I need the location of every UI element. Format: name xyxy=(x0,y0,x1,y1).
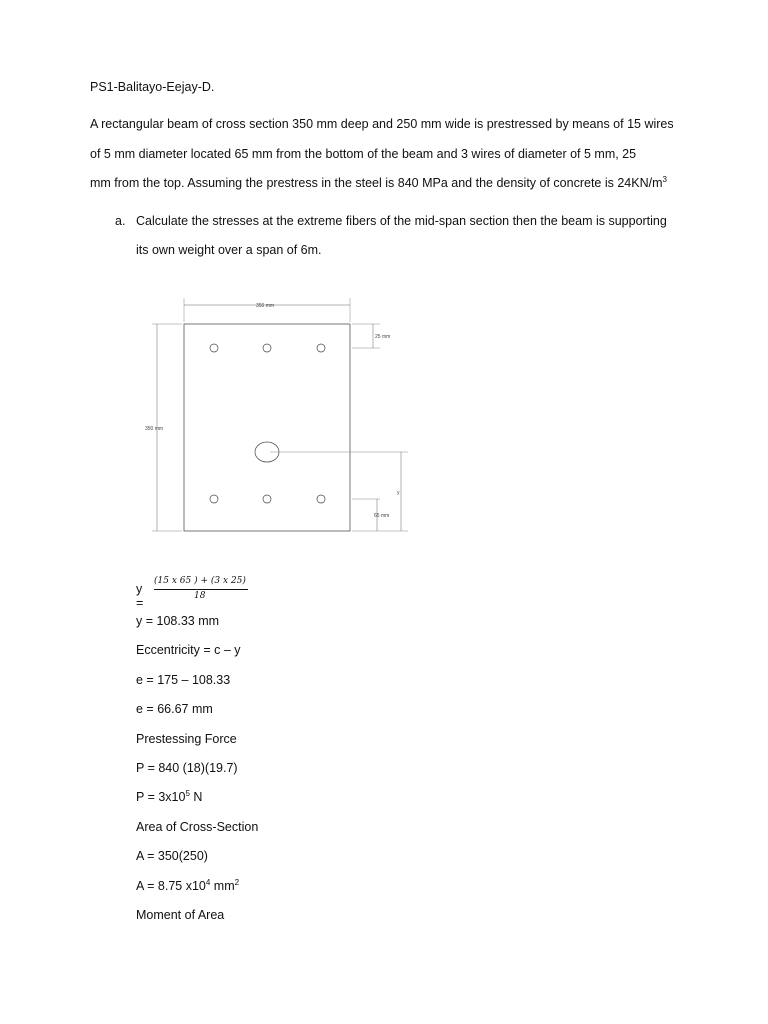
problem-line-1: A rectangular beam of cross section 350 mm deep and 250 mm wide is prestressed by means of 15 wires xyxy=(90,117,674,131)
eccentricity-title: Eccentricity = c – y xyxy=(136,643,241,657)
bottom-cover-label: 65 mm xyxy=(374,513,390,519)
area-result-base: A = 8.75 x10 xyxy=(136,879,206,893)
question-line-2: its own weight over a span of 6m. xyxy=(136,243,322,257)
force-result-unit: N xyxy=(189,790,203,804)
ybar-denominator: 18 xyxy=(194,591,206,601)
eccentricity-result: e = 66.67 mm xyxy=(136,702,213,716)
force-substitution: P = 840 (18)(19.7) xyxy=(136,761,238,775)
problem-line-3-text: mm from the top. Assuming the prestress in the steel is 840 MPa and the density of concrete is 24KN/m xyxy=(90,176,663,190)
eccentricity-substitution: e = 175 – 108.33 xyxy=(136,673,231,687)
area-result-unit: mm xyxy=(210,879,235,893)
beam-cross-section-diagram xyxy=(140,290,430,550)
force-result xyxy=(136,790,202,804)
force-result-exponent: 5 xyxy=(185,788,190,798)
area-result xyxy=(136,879,239,893)
area-substitution: A = 350(250) xyxy=(136,849,208,863)
ybar-result: y = 108.33 mm xyxy=(136,614,220,628)
ybar-lhs: y = xyxy=(136,582,144,610)
cubic-exponent: 3 xyxy=(662,174,667,184)
area-result-exponent: 4 xyxy=(205,877,211,887)
question-letter: a. xyxy=(115,214,126,228)
problem-line-3 xyxy=(90,176,667,190)
fraction-bar xyxy=(154,589,248,590)
document-header: PS1-Balitayo-Eejay-D. xyxy=(90,80,215,94)
area-title: Area of Cross-Section xyxy=(136,820,259,834)
force-result-base: P = 3x10 xyxy=(136,790,186,804)
force-title: Prestessing Force xyxy=(136,732,237,746)
moment-title: Moment of Area xyxy=(136,908,225,922)
ybar-numerator: (15 x 65 ) + (3 x 25) xyxy=(154,576,246,586)
depth-label: 350 mm xyxy=(145,426,164,432)
top-cover-label: 25 mm xyxy=(375,334,391,340)
area-unit-exponent: 2 xyxy=(234,877,240,887)
width-label: 350 mm xyxy=(256,303,275,309)
problem-line-2: of 5 mm diameter located 65 mm from the bottom of the beam and 3 wires of diameter of 5 mm, 25 xyxy=(90,147,637,161)
question-line-1: Calculate the stresses at the extreme fibers of the mid-span section then the beam is supporting xyxy=(136,214,667,228)
y-label: y xyxy=(397,490,400,496)
